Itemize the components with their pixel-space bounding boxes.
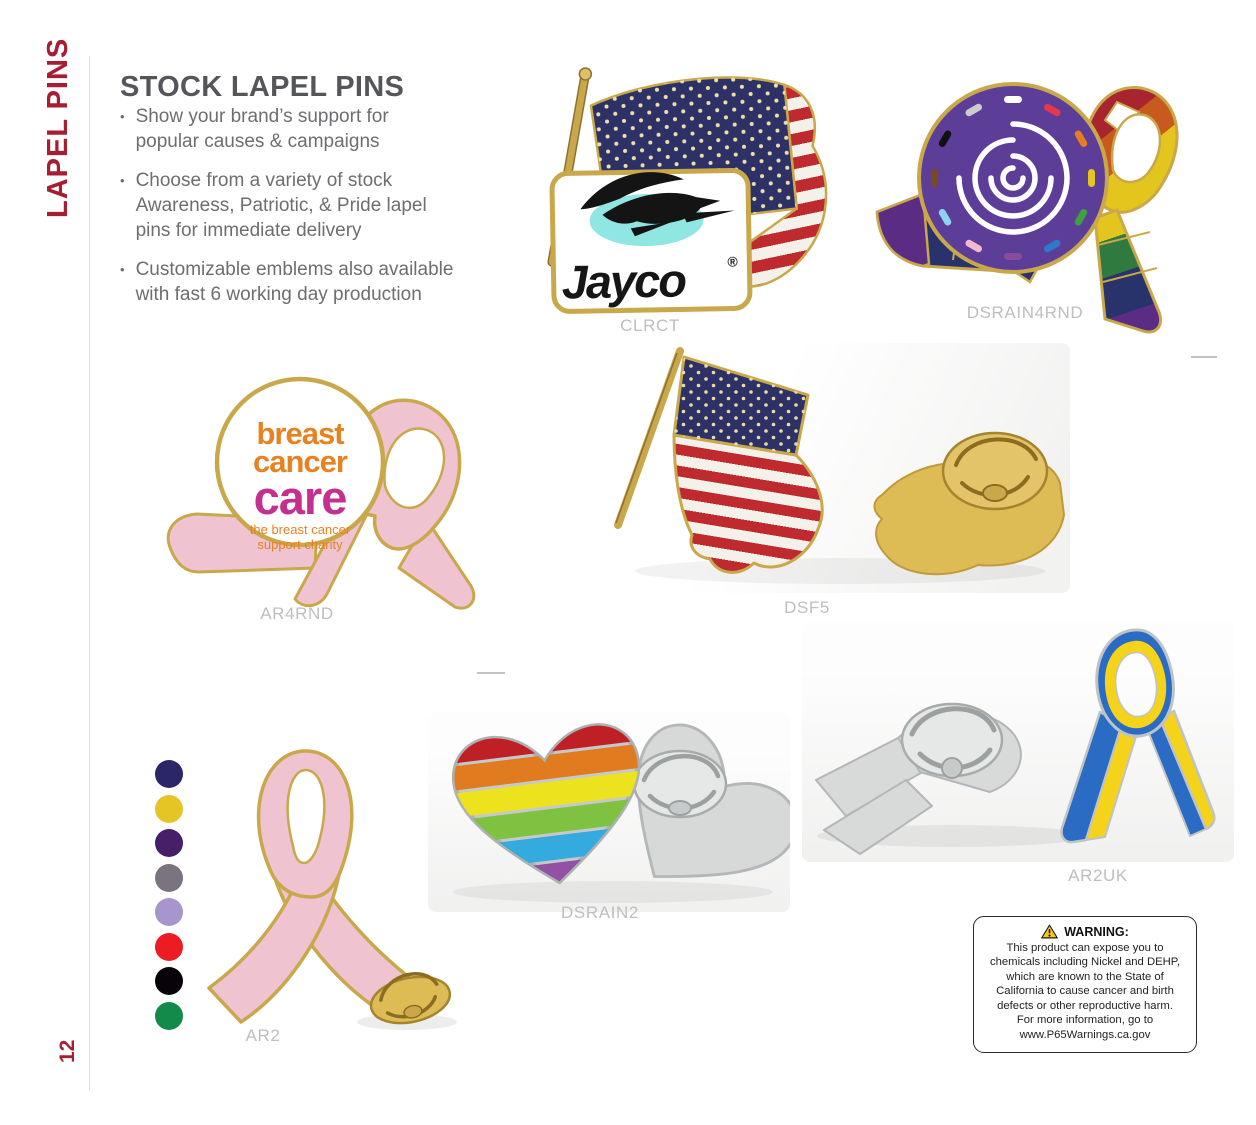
us-flag-jayco-pin-art <box>545 62 840 315</box>
product-photo-clrct <box>545 62 840 315</box>
pink-ribbon-emblem-art <box>155 362 485 617</box>
bullet-dot: • <box>120 109 125 124</box>
registration-dash <box>1191 356 1217 358</box>
product-photo-dsf5 <box>590 343 1070 593</box>
warning-triangle-icon <box>1041 924 1058 939</box>
page-title: STOCK LAPEL PINS <box>120 71 405 104</box>
product-photo-dsrain2 <box>428 712 790 912</box>
product-sku-label: AR2 <box>245 1026 281 1045</box>
product-sku-label: AR4RND <box>260 604 334 623</box>
feature-item: • Show your brand’s support for popular causes & campaigns <box>120 106 389 152</box>
rainbow-heart-icon <box>441 716 659 898</box>
product-sku-label: AR2UK <box>1068 866 1128 885</box>
section-label: LAPEL PINS <box>42 37 74 218</box>
registration-dash <box>477 672 505 674</box>
feature-item: • Choose from a variety of stock Awareness, Patriotic, & Pride lapel pins for immediate delivery <box>120 170 427 241</box>
pink-ribbon-icon <box>209 751 415 1022</box>
jayco-logo-plate <box>552 170 750 311</box>
svg-text:support charity: support charity <box>257 537 343 552</box>
feature-item: • Customizable emblems also available with fast 6 working day production <box>120 259 454 305</box>
bullet-dot: • <box>120 173 125 188</box>
warning-url: www.P65Warnings.ca.gov <box>1019 1028 1151 1041</box>
color-swatch-gray <box>155 864 183 892</box>
ukraine-ribbon-pin-art <box>802 622 1234 862</box>
product-photo-ar2uk <box>802 622 1234 862</box>
pride-ribbon-emblem-art <box>865 60 1195 340</box>
clutch-back-silver-icon <box>902 704 1002 778</box>
us-flag-pin-art <box>590 343 1070 593</box>
svg-text:the breast cancer: the breast cancer <box>249 522 351 537</box>
ukraine-ribbon-icon <box>1062 630 1215 842</box>
enamel-color-swatches <box>155 760 183 1030</box>
product-photo-ar4rnd <box>155 362 485 617</box>
color-swatch-green <box>155 1002 183 1030</box>
feature-list <box>118 104 478 321</box>
svg-text:breast: breast <box>256 416 344 451</box>
waving-us-flag-icon <box>616 351 822 572</box>
bullet-dot: • <box>120 262 125 277</box>
clutch-back-silver-icon <box>634 751 726 817</box>
page-number: 12 <box>56 1039 79 1063</box>
product-sku-label: DSRAIN4RND <box>966 303 1084 322</box>
color-swatch-navy <box>155 760 183 788</box>
color-swatch-purple <box>155 829 183 857</box>
svg-text:care: care <box>253 471 347 524</box>
registered-mark: ® <box>727 253 738 270</box>
round-emblem <box>919 84 1107 272</box>
breast-cancer-care-logo <box>250 416 351 552</box>
product-photo-dsrain4rnd <box>865 60 1195 340</box>
jayco-logo-text: Jayco <box>561 253 686 309</box>
side-rule <box>89 56 90 1090</box>
color-swatch-black <box>155 967 183 995</box>
product-sku-label: CLRCT <box>620 316 680 335</box>
color-swatch-yellow <box>155 795 183 823</box>
color-swatch-lavender <box>155 898 183 926</box>
svg-text:cancer: cancer <box>253 444 347 479</box>
warning-title: WARNING: <box>1064 924 1129 939</box>
clutch-back-gold-icon <box>943 433 1047 509</box>
color-swatch-red <box>155 933 183 961</box>
product-photo-ar2 <box>185 738 465 1038</box>
warning-body: This product can expose you to chemicals including Nickel and DEHP, which are known to the State of California to cause cancer and birth defects or other reproductive harm. For more information, go to www.P65Warnings.ca.gov <box>982 941 1188 1042</box>
product-sku-label: DSRAIN2 <box>561 903 639 922</box>
prop65-warning-box <box>973 916 1197 1053</box>
pink-ribbon-pin-art <box>185 738 465 1038</box>
product-sku-label: DSF5 <box>784 598 830 617</box>
rainbow-heart-pin-art <box>428 712 790 912</box>
